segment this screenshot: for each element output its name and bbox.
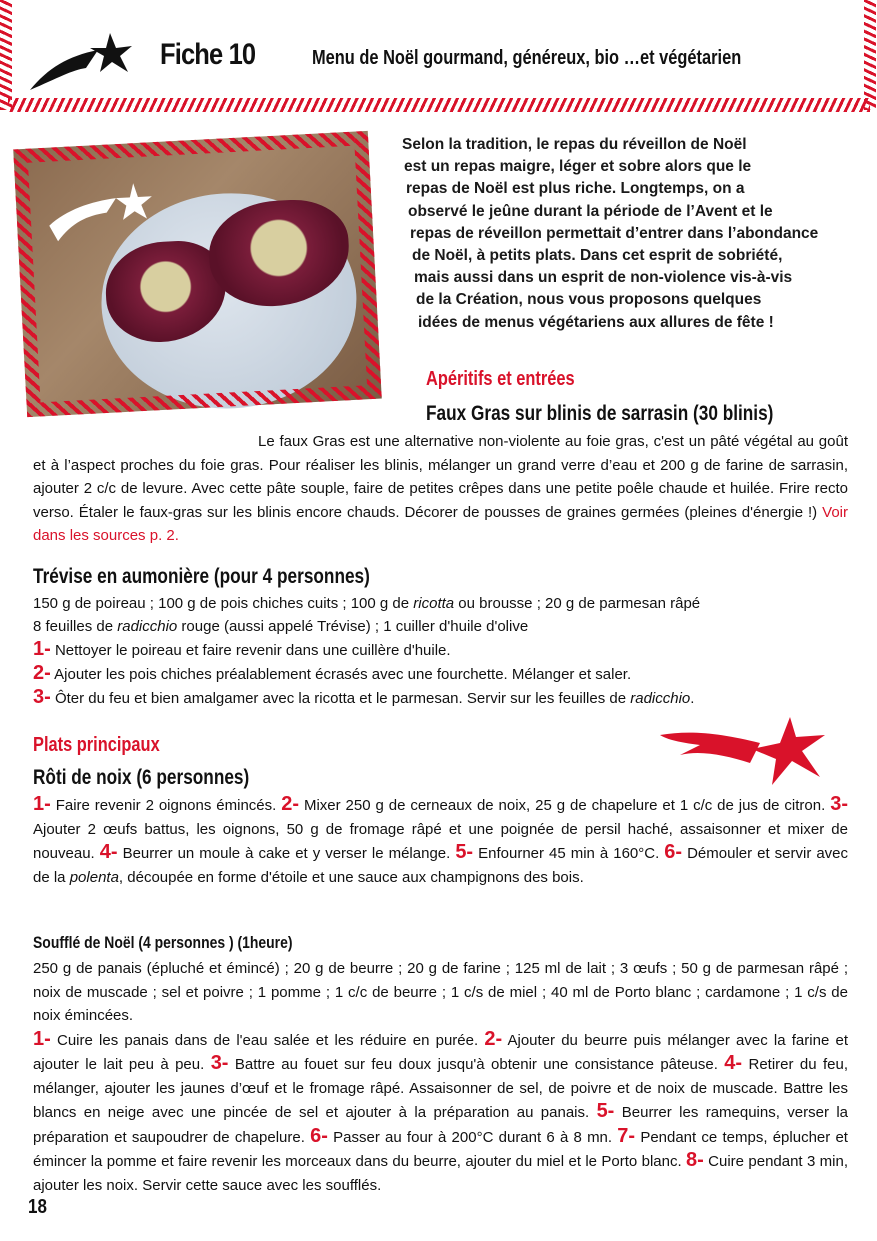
page-number: 18: [28, 1196, 47, 1218]
step-text: Retirer du feu, mélanger, ajouter les jaunes d’œuf et le fromage râpé. Assaisonner de sel, de poivre et de noix de muscade. Battre les blancs en neige avec une pincée de sel et ajouter à la préparation au panais.: [33, 1056, 849, 1121]
intro-line: est un repas maigre, léger et sobre alors que le: [404, 158, 752, 176]
step-number: 3-: [830, 793, 849, 815]
step-number: 3-: [210, 1052, 229, 1074]
step-number: 8-: [686, 1149, 704, 1171]
recipe-title-souffle: Soufflé de Noël (4 personnes ) (1heure): [33, 933, 293, 952]
step-text: , découpée en forme d'étoile et une sauce aux champignons des bois.: [118, 868, 584, 886]
header-frame-left: [0, 0, 12, 110]
recipe-title-roti: Rôti de noix (6 personnes): [33, 766, 250, 789]
step-text: Enfourner 45 min à 160°C.: [478, 845, 660, 862]
step-number: 6-: [310, 1124, 328, 1147]
faux-gras-description: Le faux Gras est une alternative non-violente au foie gras, c'est un pâté végétal au goût et à l’aspect proches du foie gras. Pour réaliser les blinis, mélanger un grand verre d’eau et 200 g de farine de sarrasin, ajouter 2 c/c de levure. Avec cette pâte souple, faire de petites crêpes dans une petite poêle chaude et huilée. Frire recto verso. Étaler le faux-gras sur les blinis encore chauds. Décorer de pousses de graines germées (pleines d'énergie !): [33, 433, 848, 521]
step-text: Cuire pendant 3 min, ajouter les noix. Servir cette sauce avec les soufflés.: [33, 1153, 849, 1194]
step-text: Ôter du feu et bien amalgamer avec la ricotta et le parmesan. Servir sur les feuilles de: [54, 690, 631, 707]
step-text: Ajouter du beurre puis mélanger avec la farine et ajouter le lait peu à peu.: [33, 1031, 848, 1073]
step-number: 5-: [455, 841, 474, 863]
photo-hatch-border: [13, 131, 382, 417]
step-text: Beurrer un moule à cake et y verser le mélange.: [122, 845, 451, 862]
step-text: Ajouter 2 œufs battus, les oignons, 50 g de fromage râpé et une poignée de persil haché, assaisonner et mixer de nouveau.: [33, 820, 848, 862]
intro-line: repas de Noël est plus riche. Longtemps, on a: [406, 180, 745, 198]
step-text: Battre au fouet sur feu doux jusqu'à obtenir une consistance pâteuse.: [234, 1056, 718, 1073]
ingredient-italic: ricotta: [413, 595, 455, 612]
step-text: Cuire les panais dans de l'eau salée et les réduire en purée.: [56, 1031, 479, 1049]
step-number: 2-: [484, 1027, 503, 1050]
intro-paragraph: [402, 134, 818, 334]
intro-line: repas de réveillon permettait d’entrer dans l’abondance: [410, 224, 819, 242]
step-number: 1-: [33, 1027, 51, 1050]
step-number: 5-: [596, 1100, 615, 1122]
header-frame-bottom: [8, 98, 870, 112]
step-italic: polenta: [69, 868, 119, 886]
ingredient-text: 8 feuilles de: [33, 618, 118, 635]
intro-line: de Noël, à petits plats. Dans cet esprit de sobriété,: [412, 247, 783, 265]
ingredient-text: rouge (aussi appelé Trévise) ; 1 cuiller d'huile d'olive: [177, 618, 529, 635]
step-number: 4-: [724, 1052, 743, 1074]
step-italic: radicchio: [630, 690, 691, 707]
faux-gras-text: [33, 430, 848, 548]
intro-line: observé le jeûne durant la période de l’Avent et le: [408, 202, 773, 220]
step-number: 1-: [33, 793, 51, 815]
category-plats: Plats principaux: [33, 734, 160, 756]
ingredient-italic: radicchio: [117, 618, 178, 635]
dish-photo: [13, 131, 382, 417]
souffle-body: [33, 957, 848, 1197]
step-text: Beurrer les ramequins, verser la préparation et saupoudrer de chapelure.: [33, 1104, 849, 1146]
trevise-body: [33, 592, 848, 710]
step-text: Mixer 250 g de cerneaux de noix, 25 g de chapelure et 1 c/c de jus de citron.: [303, 797, 826, 814]
step-text: .: [690, 690, 695, 707]
step-text: Nettoyer le poireau et faire revenir dans une cuillère d'huile.: [54, 642, 451, 659]
step-text: Faire revenir 2 oignons émincés.: [55, 797, 277, 814]
ingredient-text: 150 g de poireau ; 100 g de pois chiches cuits ; 100 g de: [33, 595, 414, 612]
page-subtitle: Menu de Noël gourmand, généreux, bio …et végétarien: [312, 47, 742, 69]
step-number: 4-: [99, 841, 118, 863]
fiche-title: Fiche 10: [160, 38, 256, 71]
intro-line: Selon la tradition, le repas du réveillon de Noël: [402, 136, 747, 153]
roti-steps: [33, 793, 848, 889]
step-text: Pendant ce temps, éplucher et émincer la pomme et faire revenir les morceaux dans du beurre, ajouter du miel et le Porto blanc.: [33, 1128, 848, 1170]
souffle-ingredients: 250 g de panais (épluché et émincé) ; 20 g de beurre ; 20 g de farine ; 125 ml de lait ; 3 œufs ; 50 g de parmesan râpé ; noix de muscade ; sel et poivre ; 1 pomme ; 1 c/c de beurre ; 1 c/s de miel ; 40 ml de Porto blanc ; cardamone ; 1 c/s de noix émincées.: [33, 960, 848, 1024]
step-text: Ajouter les pois chiches préalablement écrasés avec une fourchette. Mélanger et saler.: [54, 666, 632, 683]
ingredient-text: ou brousse ; 20 g de parmesan râpé: [454, 595, 701, 612]
step-text: Passer au four à 200°C durant 6 à 8 mn.: [333, 1128, 613, 1146]
intro-line: idées de menus végétariens aux allures de fête !: [418, 313, 774, 331]
step-number: 2-: [281, 793, 300, 815]
shooting-star-icon: [28, 28, 138, 93]
recipe-title-faux-gras: Faux Gras sur blinis de sarrasin (30 blinis): [426, 402, 774, 425]
recipe-title-trevise: Trévise en aumonière (pour 4 personnes): [33, 565, 370, 588]
header-frame-right: [864, 0, 876, 110]
step-number: 6-: [664, 841, 683, 863]
step-number: 7-: [617, 1124, 636, 1147]
sources-link[interactable]: Voir dans les sources p. 2.: [33, 503, 848, 544]
step-number: 1-: [33, 638, 51, 660]
step-number: 3-: [33, 686, 51, 708]
intro-line: de la Création, nous vous proposons quelques: [416, 291, 762, 309]
red-shooting-star-icon: [660, 715, 830, 790]
step-text: Démouler et servir avec de la: [33, 845, 849, 886]
step-number: 2-: [33, 662, 51, 684]
intro-line: mais aussi dans un esprit de non-violence vis-à-vis: [414, 269, 793, 287]
category-aperitifs: Apéritifs et entrées: [426, 368, 575, 390]
